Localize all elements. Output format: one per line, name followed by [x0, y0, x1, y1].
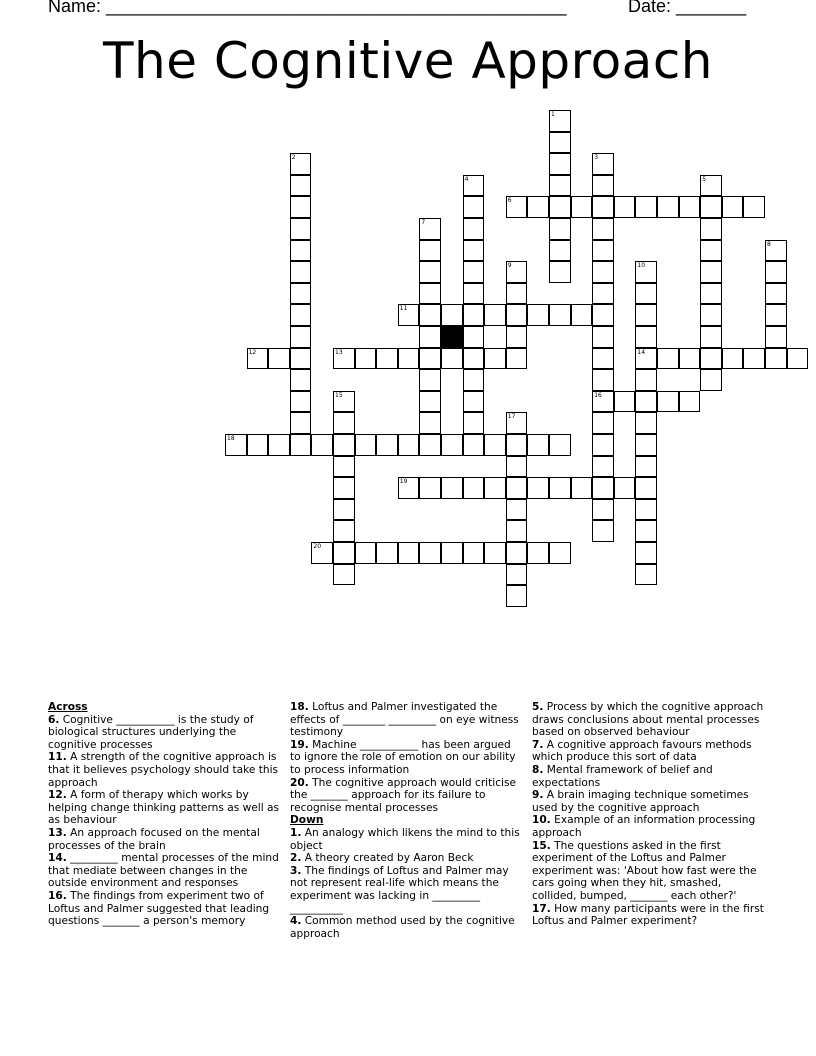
grid-cell[interactable]	[463, 412, 485, 434]
grid-cell[interactable]	[743, 196, 765, 218]
grid-cell[interactable]	[635, 456, 657, 478]
grid-cell[interactable]	[506, 348, 528, 370]
grid-cell[interactable]	[463, 283, 485, 305]
grid-cell[interactable]	[311, 434, 333, 456]
grid-cell[interactable]	[398, 348, 420, 370]
down-heading: Down	[290, 814, 324, 827]
grid-cell[interactable]	[506, 196, 528, 218]
grid-cell[interactable]	[549, 304, 571, 326]
grid-cell[interactable]	[376, 434, 398, 456]
grid-cell[interactable]	[549, 175, 571, 197]
grid-cell[interactable]	[419, 261, 441, 283]
grid-cell[interactable]	[657, 196, 679, 218]
grid-cell[interactable]	[333, 542, 355, 564]
grid-cell[interactable]	[700, 283, 722, 305]
grid-cell[interactable]	[419, 218, 441, 240]
clue-number: 4	[464, 175, 469, 183]
grid-cell[interactable]	[463, 240, 485, 262]
grid-cell[interactable]	[463, 477, 485, 499]
clue-down-5: 5. Process by which the cognitive approach draws conclusions about mental processes based on observed behaviour	[532, 701, 764, 739]
grid-cell[interactable]	[333, 391, 355, 413]
grid-cell[interactable]	[549, 542, 571, 564]
grid-cell[interactable]	[484, 304, 506, 326]
grid-cell[interactable]	[290, 218, 312, 240]
grid-cell[interactable]	[290, 391, 312, 413]
grid-cell[interactable]	[571, 304, 593, 326]
grid-cell[interactable]	[506, 412, 528, 434]
grid-cell[interactable]	[419, 434, 441, 456]
grid-cell[interactable]	[441, 348, 463, 370]
grid-cell[interactable]	[765, 261, 787, 283]
grid-cell[interactable]	[333, 434, 355, 456]
grid-cell[interactable]	[463, 261, 485, 283]
clue-number: 3	[594, 154, 599, 162]
grid-cell[interactable]	[592, 175, 614, 197]
clue-column-1	[48, 701, 280, 928]
grid-cell[interactable]	[592, 369, 614, 391]
grid-cell[interactable]	[463, 369, 485, 391]
grid-cell[interactable]	[549, 110, 571, 132]
grid-cell[interactable]	[635, 477, 657, 499]
grid-cell[interactable]	[700, 304, 722, 326]
grid-cell[interactable]	[290, 196, 312, 218]
clue-across-11: 11. A strength of the cognitive approach is that it believes psychology should take this approach	[48, 751, 279, 789]
grid-cell[interactable]	[592, 520, 614, 542]
grid-cell[interactable]	[527, 477, 549, 499]
grid-cell[interactable]	[355, 348, 377, 370]
grid-cell[interactable]	[484, 477, 506, 499]
grid-cell[interactable]	[635, 391, 657, 413]
grid-cell[interactable]	[592, 240, 614, 262]
grid-cell[interactable]	[527, 542, 549, 564]
grid-cell[interactable]	[463, 326, 485, 348]
clue-down-15: 15. The questions asked in the first experiment of the Loftus and Palmer experiment was: 'About how fast were the cars going when they hit, smashed, collided, bumped, _______ each other?'	[532, 839, 757, 902]
grid-cell[interactable]	[376, 542, 398, 564]
clue-number: 13	[335, 348, 343, 356]
grid-cell[interactable]	[311, 542, 333, 564]
grid-cell[interactable]	[419, 369, 441, 391]
grid-cell[interactable]	[290, 434, 312, 456]
grid-cell[interactable]	[549, 240, 571, 262]
grid-cell[interactable]	[700, 218, 722, 240]
grid-cell[interactable]	[419, 240, 441, 262]
grid-cell[interactable]	[700, 261, 722, 283]
grid-cell[interactable]	[592, 261, 614, 283]
grid-cell[interactable]	[506, 326, 528, 348]
grid-cell[interactable]	[333, 520, 355, 542]
grid-cell[interactable]	[679, 196, 701, 218]
grid-cell[interactable]	[592, 499, 614, 521]
clue-number: 16	[594, 391, 602, 399]
grid-cell[interactable]	[592, 391, 614, 413]
grid-cell[interactable]	[679, 391, 701, 413]
name-label: Name: ______________________________________________	[48, 0, 567, 16]
grid-cell[interactable]	[333, 412, 355, 434]
grid-cell[interactable]	[290, 153, 312, 175]
grid-cell[interactable]	[549, 196, 571, 218]
grid-cell[interactable]	[484, 434, 506, 456]
grid-cell[interactable]	[765, 304, 787, 326]
grid-cell[interactable]	[765, 240, 787, 262]
grid-cell[interactable]	[635, 520, 657, 542]
clue-down-3: 3. The findings of Loftus and Palmer may not represent real-life which means the experiment was lacking in _________ __________	[290, 864, 509, 915]
grid-cell[interactable]	[290, 261, 312, 283]
grid-cell[interactable]	[463, 196, 485, 218]
grid-cell[interactable]	[506, 304, 528, 326]
grid-cell[interactable]	[635, 261, 657, 283]
grid-cell[interactable]	[592, 326, 614, 348]
grid-cell[interactable]	[419, 326, 441, 348]
clue-number: 12	[248, 348, 257, 356]
grid-cell[interactable]	[506, 564, 528, 586]
grid-cell[interactable]	[290, 412, 312, 434]
grid-cell[interactable]	[700, 326, 722, 348]
page-title: The Cognitive Approach	[103, 32, 713, 90]
grid-cell[interactable]	[635, 434, 657, 456]
grid-cell[interactable]	[398, 434, 420, 456]
clue-across-19: 19. Machine ___________ has been argued to ignore the role of emotion on our ability to process information	[290, 738, 516, 776]
grid-cell[interactable]	[635, 564, 657, 586]
grid-cell[interactable]	[355, 434, 377, 456]
grid-cell[interactable]	[463, 391, 485, 413]
clue-across-14: 14. _________ mental processes of the mind that mediate between changes in the outside environment and responses	[48, 852, 279, 890]
grid-cell[interactable]	[592, 477, 614, 499]
grid-cell[interactable]	[463, 175, 485, 197]
grid-cell[interactable]	[635, 412, 657, 434]
grid-cell[interactable]	[722, 348, 744, 370]
grid-cell[interactable]	[333, 499, 355, 521]
clue-across-18: 18. Loftus and Palmer investigated the effects of ________ _________ on eye witness testimony	[290, 701, 519, 739]
clue-down-17: 17. How many participants were in the first Loftus and Palmer experiment?	[532, 902, 764, 928]
grid-cell[interactable]	[592, 412, 614, 434]
clue-number: 17	[507, 413, 516, 421]
grid-cell[interactable]	[506, 477, 528, 499]
grid-cell[interactable]	[592, 456, 614, 478]
clue-number: 20	[313, 543, 322, 550]
clue-across-16: 16. The findings from experiment two of Loftus and Palmer suggested that leading questions _______ a person's memory	[48, 889, 270, 928]
grid-cell[interactable]	[247, 434, 269, 456]
grid-cell[interactable]	[419, 283, 441, 305]
grid-cell[interactable]	[700, 240, 722, 262]
grid-cell[interactable]	[700, 369, 722, 391]
clue-number: 5	[702, 175, 707, 183]
clue-number: 19	[399, 478, 408, 486]
grid-cell[interactable]	[333, 564, 355, 586]
clue-across-13: 13. An approach focused on the mental processes of the brain	[48, 826, 260, 852]
clue-column-2	[290, 701, 522, 940]
grid-cell[interactable]	[592, 348, 614, 370]
grid-cell[interactable]	[679, 348, 701, 370]
grid-cell[interactable]	[463, 348, 485, 370]
clue-down-8: 8. Mental framework of belief and expectations	[532, 763, 713, 789]
grid-cell[interactable]	[700, 196, 722, 218]
grid-cell[interactable]	[527, 196, 549, 218]
date-label: Date: _______	[628, 0, 747, 16]
clue-across-20: 20. The cognitive approach would criticise the _______ approach for its failure to recognise mental processes	[290, 776, 517, 814]
clue-column-3	[532, 701, 768, 928]
grid-cell[interactable]	[484, 348, 506, 370]
grid-cell[interactable]	[376, 348, 398, 370]
grid-cell[interactable]	[592, 283, 614, 305]
grid-cell[interactable]	[614, 477, 636, 499]
grid-cell[interactable]	[398, 542, 420, 564]
grid-cell[interactable]	[290, 304, 312, 326]
grid-cell[interactable]	[765, 348, 787, 370]
grid-cell[interactable]	[484, 542, 506, 564]
grid-cell[interactable]	[268, 348, 290, 370]
grid-cell[interactable]	[333, 456, 355, 478]
clue-number: 10	[637, 262, 646, 270]
grid-cell[interactable]	[463, 542, 485, 564]
clue-number: 8	[767, 240, 771, 248]
grid-cell[interactable]	[614, 196, 636, 218]
grid-cell[interactable]	[635, 499, 657, 521]
grid-cell[interactable]	[463, 434, 485, 456]
grid-cell[interactable]	[765, 326, 787, 348]
grid-cell[interactable]	[549, 218, 571, 240]
grid-cell[interactable]	[787, 348, 809, 370]
clue-down-2: 2. A theory created by Aaron Beck	[290, 852, 474, 865]
grid-cell[interactable]	[441, 542, 463, 564]
clue-down-10: 10. Example of an information processing approach	[532, 814, 756, 839]
grid-cell[interactable]	[743, 348, 765, 370]
grid-cell[interactable]	[506, 542, 528, 564]
grid-cell[interactable]	[549, 434, 571, 456]
clue-number: 6	[507, 197, 512, 205]
grid-cell[interactable]	[635, 348, 657, 370]
grid-cell[interactable]	[290, 240, 312, 262]
grid-cell[interactable]	[355, 542, 377, 564]
grid-cell[interactable]	[268, 434, 290, 456]
clue-number: 1	[551, 111, 555, 118]
grid-cell[interactable]	[419, 304, 441, 326]
grid-cell[interactable]	[506, 283, 528, 305]
grid-cell[interactable]	[398, 304, 420, 326]
grid-cell[interactable]	[700, 348, 722, 370]
grid-cell[interactable]	[441, 434, 463, 456]
grid-cell[interactable]	[290, 348, 312, 370]
grid-cell[interactable]	[398, 477, 420, 499]
grid-cell[interactable]	[225, 434, 247, 456]
grid-cell[interactable]	[635, 196, 657, 218]
clue-number: 18	[227, 435, 235, 442]
grid-cell[interactable]	[549, 261, 571, 283]
clue-down-4: 4. Common method used by the cognitive approach	[290, 915, 515, 940]
grid-cell[interactable]	[592, 434, 614, 456]
grid-cell[interactable]	[549, 153, 571, 175]
grid-cell[interactable]	[635, 326, 657, 348]
grid-cell[interactable]	[463, 304, 485, 326]
clue-number: 14	[637, 348, 646, 356]
clue-down-1: 1. An analogy which likens the mind to this object	[290, 826, 520, 852]
clue-number: 2	[291, 154, 296, 162]
grid-cell[interactable]	[419, 477, 441, 499]
grid-cell[interactable]	[419, 391, 441, 413]
grid-cell[interactable]	[592, 196, 614, 218]
grid-cell[interactable]	[657, 391, 679, 413]
grid-cell[interactable]	[592, 153, 614, 175]
grid-cell[interactable]	[506, 434, 528, 456]
grid-cell[interactable]	[765, 283, 787, 305]
grid-cell[interactable]	[506, 499, 528, 521]
grid-cell[interactable]	[463, 218, 485, 240]
clue-across-12: 12. A form of therapy which works by helping change thinking patterns as well as as behaviour	[48, 789, 280, 827]
grid-cell[interactable]	[657, 348, 679, 370]
grid-cell[interactable]	[700, 175, 722, 197]
grid-cell[interactable]	[290, 326, 312, 348]
grid-cell[interactable]	[290, 283, 312, 305]
grid-cell[interactable]	[635, 369, 657, 391]
grid-cell[interactable]	[571, 477, 593, 499]
grid-cell[interactable]	[635, 283, 657, 305]
grid-cell[interactable]	[592, 218, 614, 240]
grid-cell[interactable]	[722, 196, 744, 218]
grid-cell[interactable]	[333, 348, 355, 370]
grid-cell[interactable]	[419, 542, 441, 564]
clue-across-6: 6. Cognitive ___________ is the study of biological structures underlying the cognitive processes	[48, 713, 254, 751]
clue-down-9: 9. A brain imaging technique sometimes used by the cognitive approach	[532, 789, 749, 814]
grid-cell[interactable]	[441, 477, 463, 499]
grid-cell[interactable]	[247, 348, 269, 370]
grid-cell[interactable]	[571, 196, 593, 218]
grid-cell[interactable]	[290, 175, 312, 197]
grid-cell[interactable]	[635, 542, 657, 564]
grid-cell[interactable]	[614, 391, 636, 413]
grid-cell[interactable]	[419, 348, 441, 370]
grid-cell[interactable]	[441, 304, 463, 326]
grid-cell[interactable]	[290, 369, 312, 391]
clue-number: 7	[421, 219, 426, 226]
clue-number: 9	[507, 262, 512, 270]
grid-cell[interactable]	[506, 520, 528, 542]
grid-cell[interactable]	[527, 304, 549, 326]
grid-cell[interactable]	[506, 261, 528, 283]
clue-number: 15	[335, 391, 343, 399]
grid-cell[interactable]	[333, 477, 355, 499]
grid-cell[interactable]	[506, 585, 528, 607]
shaded-cell	[441, 326, 463, 348]
grid-cell[interactable]	[506, 456, 528, 478]
grid-cell[interactable]	[419, 412, 441, 434]
grid-cell[interactable]	[527, 434, 549, 456]
across-heading: Across	[48, 701, 88, 713]
clue-down-7: 7. A cognitive approach favours methods which produce this sort of data	[532, 738, 752, 764]
grid-cell[interactable]	[635, 304, 657, 326]
grid-cell[interactable]	[549, 132, 571, 154]
grid-cell[interactable]	[549, 477, 571, 499]
clue-number: 11	[399, 305, 408, 313]
grid-cell[interactable]	[592, 304, 614, 326]
